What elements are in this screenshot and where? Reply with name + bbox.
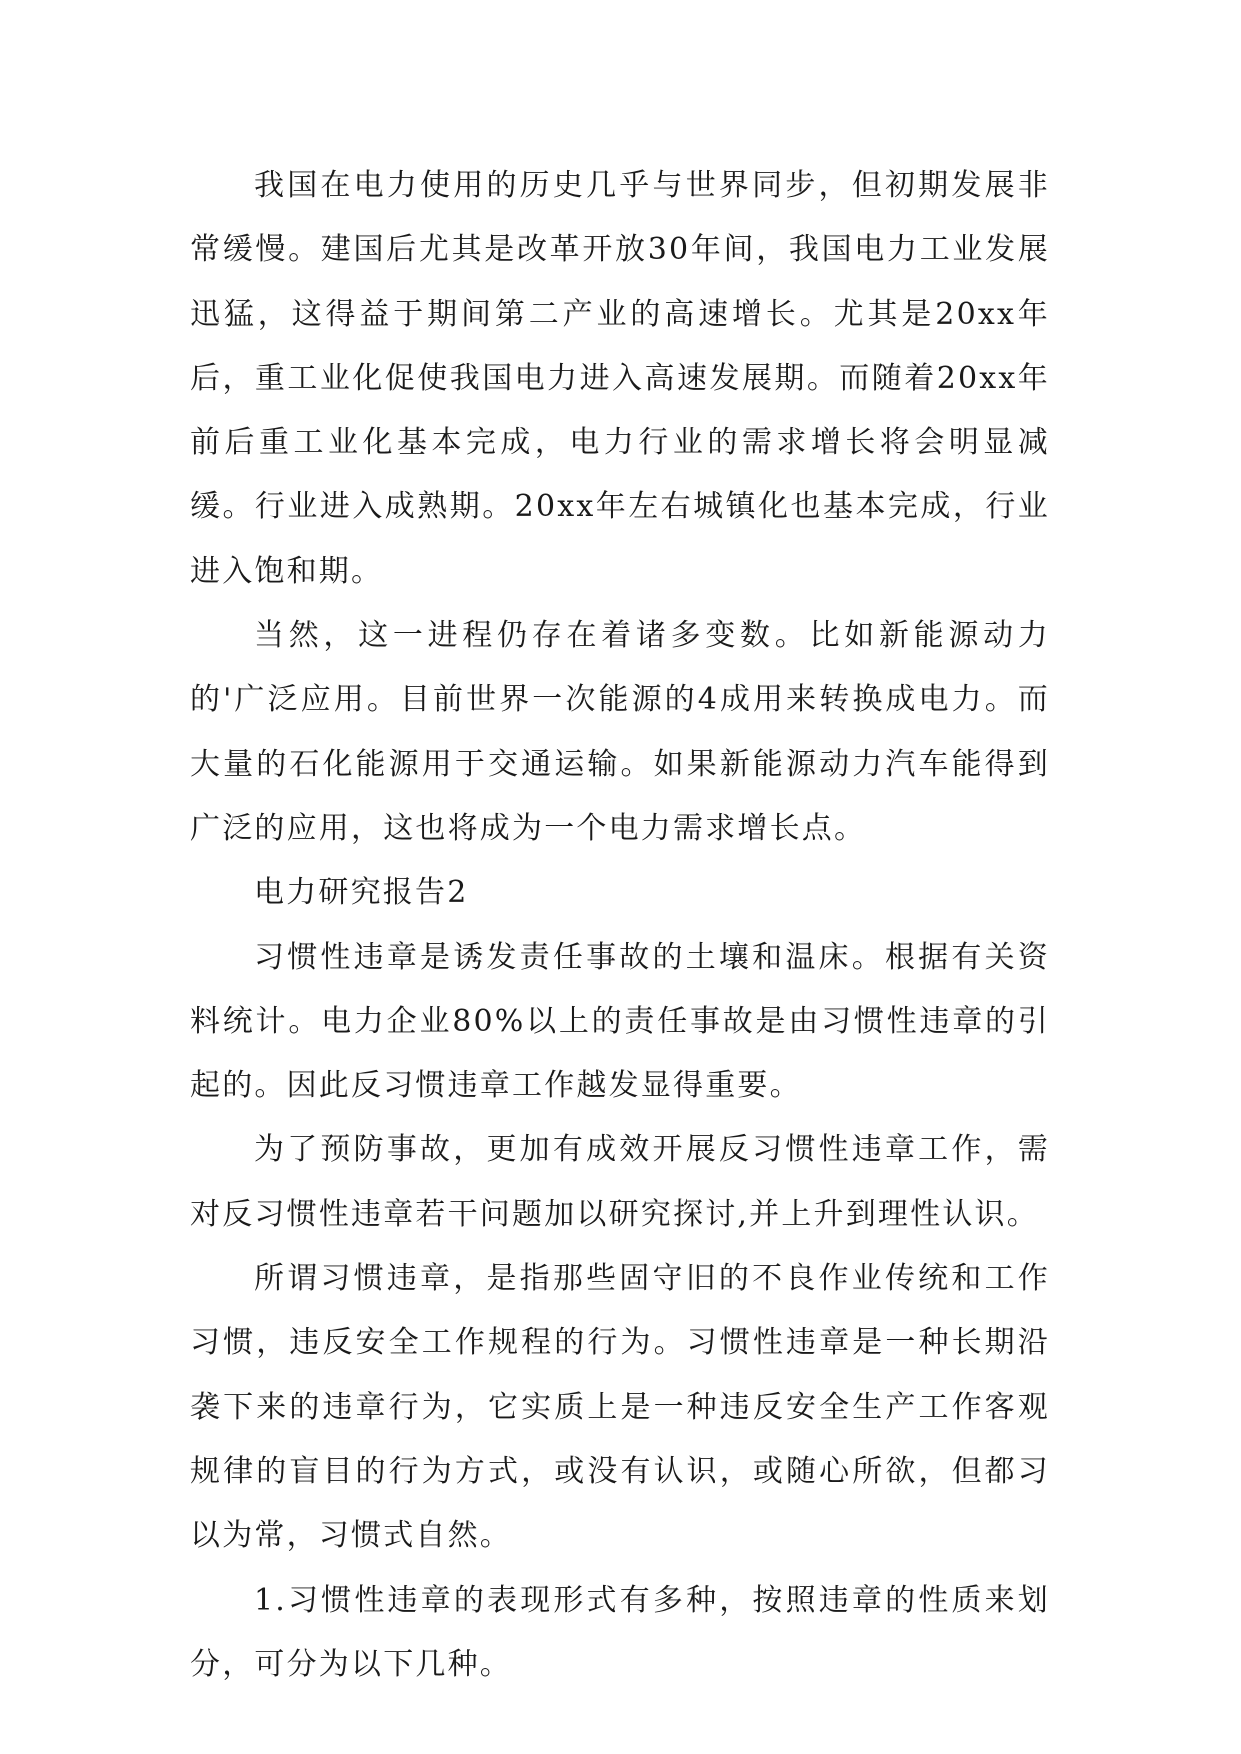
paragraph-prevention: 为了预防事故，更加有成效开展反习惯性违章工作，需对反习惯性违章若干问题加以研究探讨,并上升到理性认识。 (190, 1132, 1050, 1232)
paragraph-definition: 所谓习惯违章，是指那些固守旧的不良作业传统和工作习惯，违反安全工作规程的行为。习惯性违章是一种长期沿袭下来的违章行为，它实质上是一种违反安全生产工作客观规律的盲目的行为方式，或没有认识，或随心所欲，但都习以为常，习惯式自然。 (190, 1261, 1050, 1554)
paragraph-list-item-1: 1.习惯性违章的表现形式有多种，按照违章的性质来划分，可分为以下几种。 (190, 1582, 1050, 1682)
paragraph-new-energy: 当然，这一进程仍存在着诸多变数。比如新能源动力的'广泛应用。目前世界一次能源的4成用来转换成电力。而大量的石化能源用于交通运输。如果新能源动力汽车能得到广泛的应用，这也将成为一个电力需求增长点。 (190, 618, 1050, 846)
section-heading: 电力研究报告2 (254, 875, 469, 911)
paragraph-habitual-violation: 习惯性违章是诱发责任事故的土壤和温床。根据有关资料统计。电力企业80%以上的责任事故是由习惯性违章的引起的。因此反习惯违章工作越发显得重要。 (190, 939, 1050, 1104)
document-body (190, 154, 1050, 1697)
paragraph-power-history: 我国在电力使用的历史几乎与世界同步，但初期发展非常缓慢。建国后尤其是改革开放30年间，我国电力工业发展迅猛，这得益于期间第二产业的高速增长。尤其是20xx年后，重工业化促使我国电力进入高速发展期。而随着20xx年前后重工业化基本完成，电力行业的需求增长将会明显减缓。行业进入成熟期。20xx年左右城镇化也基本完成，行业进入饱和期。 (190, 168, 1050, 589)
